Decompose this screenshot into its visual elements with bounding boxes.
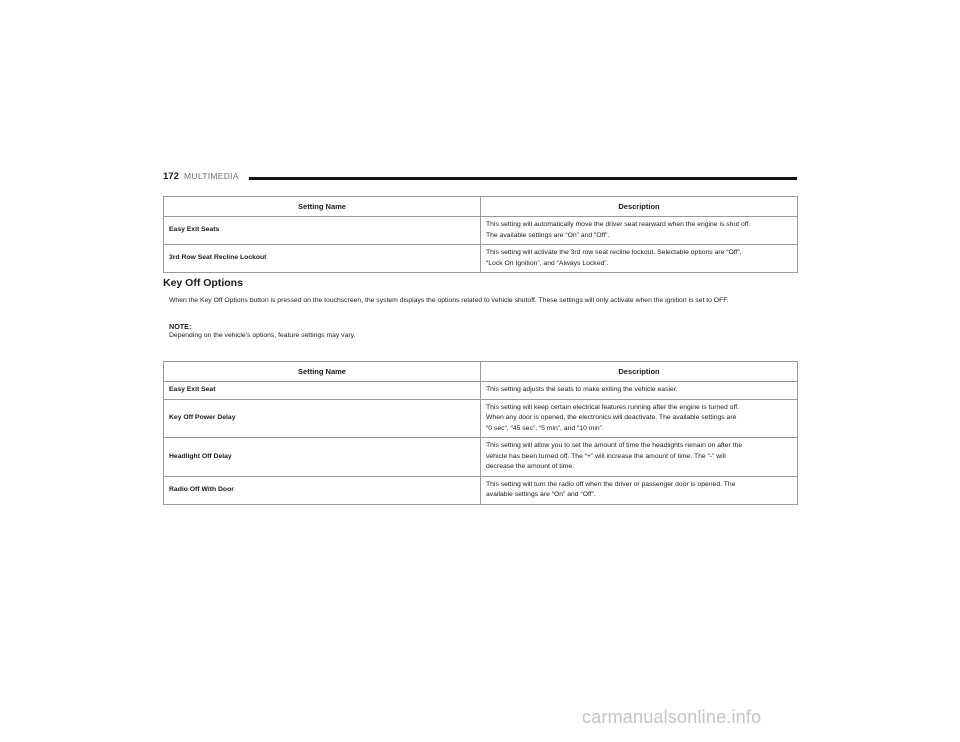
setting-description xyxy=(481,382,798,400)
column-header-setting-name: Setting Name xyxy=(164,197,481,217)
setting-name: Radio Off With Door xyxy=(164,476,481,504)
column-header-description: Description xyxy=(481,197,798,217)
intro-paragraph: When the Key Off Options button is pressed on the touchscreen, the system displays the options related to vehicle shutoff. These settings will only activate when the ignition is set to OFF. xyxy=(169,297,729,304)
description-line: “Lock On Ignition”, and “Always Locked”. xyxy=(486,259,609,267)
description-line: available settings are “On” and “Off”. xyxy=(486,491,596,498)
description-line: This setting adjusts the seats to make exiting the vehicle easier. xyxy=(486,386,678,393)
setting-description xyxy=(481,399,798,438)
header-rule xyxy=(249,177,797,180)
setting-description xyxy=(481,438,798,477)
page-header xyxy=(163,171,797,187)
table-row xyxy=(164,382,798,400)
description-line: The available settings are “On” and “Off”. xyxy=(486,231,610,239)
setting-name: Key Off Power Delay xyxy=(164,399,481,438)
description-line: This setting will automatically move the driver seat rearward when the engine is shut off. xyxy=(486,221,751,228)
table-row xyxy=(164,245,798,273)
settings-table-seats xyxy=(163,196,798,273)
table-row xyxy=(164,217,798,245)
section-heading-key-off-options: Key Off Options xyxy=(163,277,243,289)
watermark: carmanualsonline.info xyxy=(582,707,762,727)
table-header-row xyxy=(164,362,798,382)
setting-description xyxy=(481,217,798,245)
description-line: vehicle has been turned off. The “+” will increase the amount of time. The “-” will xyxy=(486,452,726,460)
note-text: Depending on the vehicle’s options, feature settings may vary. xyxy=(169,332,356,339)
table-row xyxy=(164,476,798,504)
table-header-row xyxy=(164,197,798,217)
column-header-description: Description xyxy=(481,362,798,382)
description-line: “0 sec”, “45 sec”, “5 min”, and “10 min”. xyxy=(486,424,604,432)
setting-description xyxy=(481,476,798,504)
description-line: This setting will turn the radio off when the driver or passenger door is opened. The xyxy=(486,480,736,488)
setting-name: Headlight Off Delay xyxy=(164,438,481,477)
setting-name: Easy Exit Seats xyxy=(164,217,481,245)
page-number: 172 xyxy=(163,171,179,182)
column-header-setting-name: Setting Name xyxy=(164,362,481,382)
setting-name: 3rd Row Seat Recline Lockout xyxy=(164,245,481,273)
description-line: decrease the amount of time. xyxy=(486,463,575,470)
setting-description xyxy=(481,245,798,273)
description-line: When any door is opened, the electronics will deactivate. The available settings are xyxy=(486,414,737,421)
table-row xyxy=(164,399,798,438)
description-line: This setting will keep certain electrical features running after the engine is turned off. xyxy=(486,403,740,411)
setting-name: Easy Exit Seat xyxy=(164,382,481,400)
note-label: NOTE: xyxy=(169,322,192,331)
settings-table-key-off xyxy=(163,361,798,505)
description-line: This setting will activate the 3rd row seat recline lockout. Selectable options are “Off”, xyxy=(486,249,742,256)
section-title: MULTIMEDIA xyxy=(184,171,239,181)
description-line: This setting will allow you to set the amount of time the headlights remain on after the xyxy=(486,442,743,449)
table-row xyxy=(164,438,798,477)
